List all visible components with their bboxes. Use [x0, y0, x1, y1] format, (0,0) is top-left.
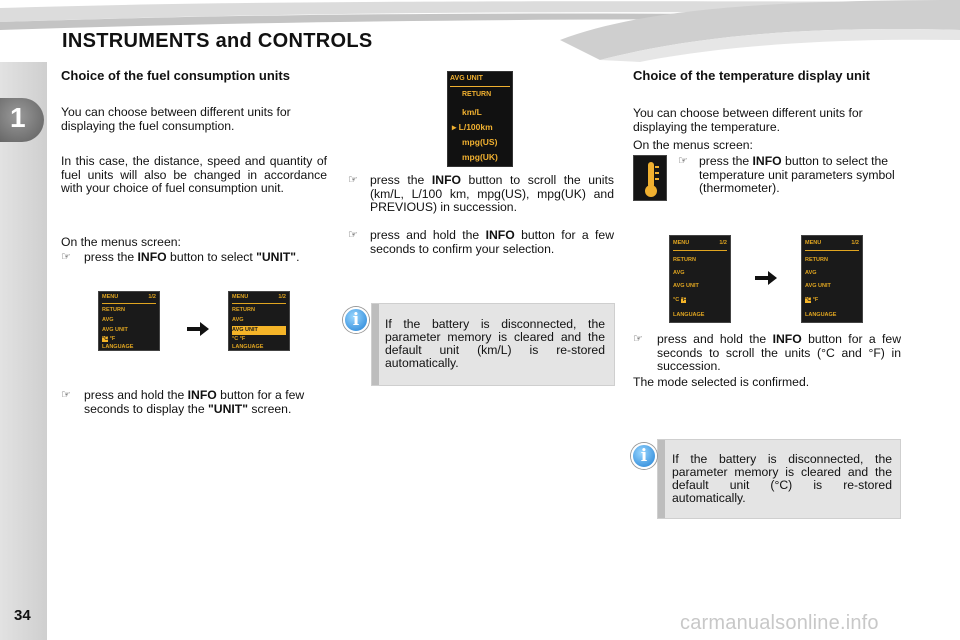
- fuel-units-heading: Choice of the fuel consumption units: [61, 68, 290, 83]
- pointing-hand-icon: ☞: [348, 174, 358, 186]
- unit-screen-header: AVG UNIT: [450, 75, 483, 82]
- info-icon: i: [343, 307, 369, 333]
- fuel-step-confirm: ☞ press and hold the INFO button for a few seconds to confirm your selection.: [348, 228, 614, 256]
- unit-selection-screen: AVG UNIT RETURN km/L ▸ L/100km mpg(US) mpg(UK): [447, 71, 513, 167]
- fuel-step-select-unit: ☞ press the INFO button to select "UNIT".: [61, 250, 300, 264]
- temperature-info-text: If the battery is disconnected, the parameter memory is cleared and the default unit (°C) is re-stored automatically.: [672, 452, 892, 505]
- right-arrow-icon: [755, 271, 777, 285]
- menu-title: MENU 1/2: [102, 294, 156, 300]
- fuel-units-note: In this case, the distance, speed and quantity of fuel units will also be changed in accordance with your choice of fuel consumption unit.: [61, 154, 327, 196]
- pointing-hand-icon: ☞: [633, 333, 643, 345]
- temp-step-select-thermometer: ☞ press the INFO button to select the temperature unit parameters symbol (thermometer).: [678, 154, 895, 196]
- menu-screen-before: MENU 1/2 RETURN AVG AVG UNIT °C °F LANGUAGE: [98, 291, 160, 351]
- fuel-step-hold-info: ☞ press and hold the INFO button for a few seconds to display the "UNIT" screen.: [61, 388, 305, 416]
- menus-screen-label: On the menus screen:: [61, 235, 181, 249]
- temp-menu-screen-after: MENU 1/2 RETURN AVG AVG UNIT °C °F LANGUAGE: [801, 235, 863, 323]
- temperature-info-box: [657, 439, 901, 519]
- pointing-hand-icon: ☞: [348, 229, 358, 241]
- page-title: INSTRUMENTS and CONTROLS: [62, 30, 373, 52]
- info-icon: i: [631, 443, 657, 469]
- thermometer-icon: [633, 155, 667, 201]
- fuel-units-intro: You can choose between different units for displaying the fuel consumption.: [61, 105, 291, 133]
- page-header: [0, 0, 960, 62]
- chapter-number: 1: [10, 102, 26, 133]
- fuel-info-box: [371, 303, 615, 386]
- page-number: 34: [14, 607, 31, 624]
- right-arrow-icon: [187, 322, 209, 336]
- temperature-units-intro: You can choose between different units for displaying the temperature.: [633, 106, 863, 134]
- pointing-hand-icon: ☞: [61, 389, 71, 401]
- watermark: carmanualsonline.info: [680, 612, 879, 634]
- fuel-step-scroll-units: ☞ press the INFO button to scroll the units (km/L, L/100 km, mpg(US), mpg(UK) and PREVIOUS) in succession.: [348, 173, 614, 215]
- temp-step-scroll-units: ☞ press and hold the INFO button for a few seconds to scroll the units (°C and °F) in succession.: [633, 332, 901, 374]
- fuel-info-text: If the battery is disconnected, the parameter memory is cleared and the default unit (km/L) is re-stored automatically.: [385, 317, 605, 370]
- mode-confirmed-text: The mode selected is confirmed.: [633, 375, 810, 389]
- menu-screen-after: MENU 1/2 RETURN AVG AVG UNIT °C °F LANGUAGE: [228, 291, 290, 351]
- chapter-sidebar: [0, 62, 47, 640]
- menus-screen-label: On the menus screen:: [633, 138, 753, 152]
- pointing-hand-icon: ☞: [678, 155, 688, 167]
- temp-menu-screen-before: MENU 1/2 RETURN AVG AVG UNIT °C °F LANGUAGE: [669, 235, 731, 323]
- pointing-hand-icon: ☞: [61, 251, 71, 263]
- temperature-units-heading: Choice of the temperature display unit: [633, 68, 870, 83]
